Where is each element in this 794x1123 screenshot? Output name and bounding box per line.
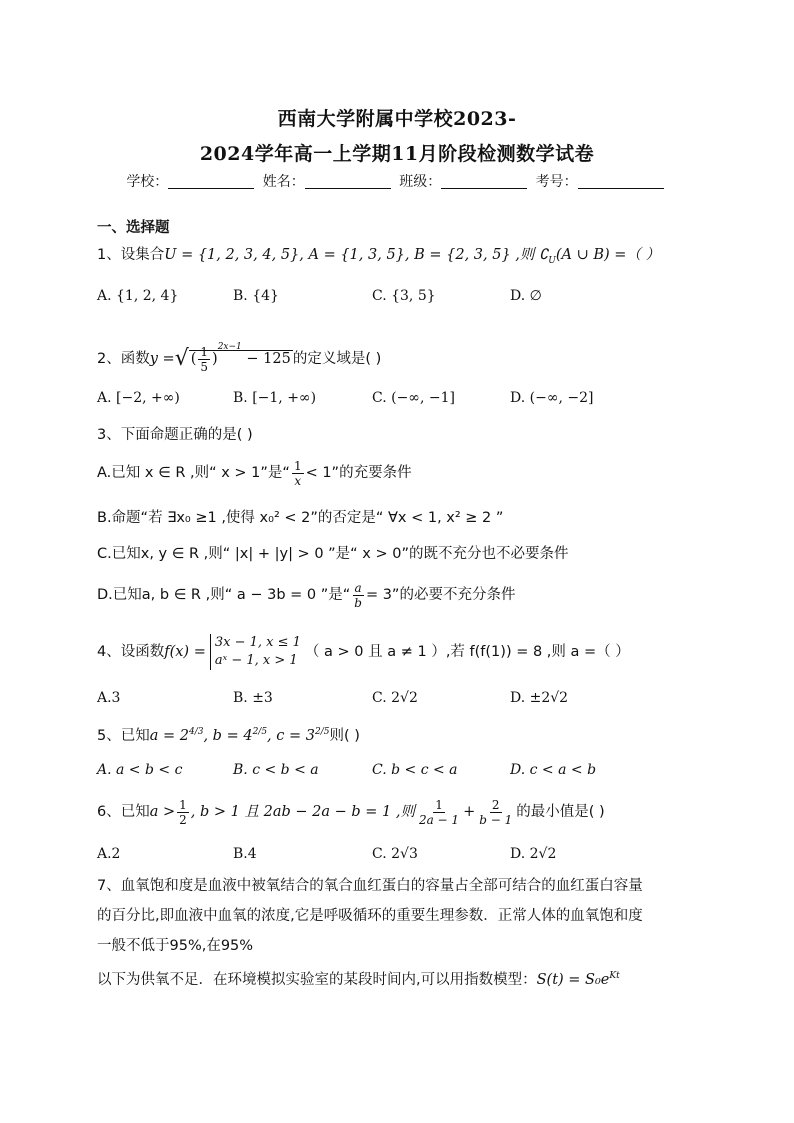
class-blank <box>441 174 527 189</box>
q6-num-3: 2 <box>491 797 500 812</box>
q3-option-c: C.已知x, y ∈ R ,则“ |x| + |y| > 0 ”是“ x > 0”的既不充分也不必要条件 <box>97 546 569 562</box>
q4-function: f(x) = <box>164 644 206 660</box>
q6-mid: , b > 1 且 2ab − 2a − b = 1 ,则 <box>190 804 415 820</box>
q2-option-b: B. [−1, +∞) <box>233 390 317 406</box>
question-7 <box>97 871 697 995</box>
q6-option-a: A.2 <box>97 846 121 862</box>
q6-den-1: 2 <box>179 812 187 827</box>
q4-option-b: B. ±3 <box>233 690 273 706</box>
q5-option-a: A. a < b < c <box>97 762 183 778</box>
exam-title-line-2: 2024学年高一上学期11月阶段检测数学试卷 <box>199 143 595 165</box>
q7-line-4 <box>97 961 697 995</box>
student-info-row <box>0 171 794 191</box>
q3-option-d <box>97 578 515 612</box>
q4-case-1: 3x − 1, x ≤ 1 <box>214 635 301 650</box>
school-blank <box>168 174 254 189</box>
question-1 <box>97 243 660 266</box>
q7-line-4-text: 以下为供氧不足．在环境模拟实验室的某段时间内,可以用指数模型： <box>97 971 537 988</box>
exam-number-blank <box>578 174 664 189</box>
q4-condition: （ a > 0 且 a ≠ 1 ）,若 f(f(1)) = 8 ,则 a =（ ） <box>304 644 630 660</box>
q1-tail: (A ∪ B) =（ ） <box>555 247 661 263</box>
q3-d-num: a <box>354 580 362 595</box>
q6-a-gt: a > <box>149 804 176 820</box>
q5-option-b: B. c < b < a <box>233 762 319 778</box>
q4-option-a: A.3 <box>97 690 121 706</box>
sqrt-sign: √ <box>174 346 189 371</box>
q2-y: y = <box>149 351 175 367</box>
q6-den-2: 2a − 1 <box>418 812 460 827</box>
q2-tail: 的定义域是( ) <box>292 351 382 367</box>
q6-tail: 的最小值是( ) <box>516 804 605 820</box>
q2-frac-num: 1 <box>200 344 209 359</box>
q6-option-c: C. 2√3 <box>372 846 418 862</box>
q7-formula-exp: Kt <box>609 971 620 981</box>
name-blank <box>305 174 391 189</box>
q6-option-d: D. 2√2 <box>510 846 557 862</box>
q1-sub: U <box>548 255 556 266</box>
q3-a-den: x <box>294 473 302 488</box>
question-4 <box>97 630 630 674</box>
q1-option-d: D. ∅ <box>510 288 542 304</box>
q4-case-2: aˣ − 1, x > 1 <box>214 653 298 668</box>
q3-d-den: b <box>354 595 362 610</box>
q4-option-c: C. 2√2 <box>372 690 418 706</box>
question-2 <box>97 324 381 382</box>
q2-prefix: 2、函数 <box>97 351 150 367</box>
q6-num-2: 1 <box>435 797 443 812</box>
q1-option-c: C. {3, 5} <box>372 288 436 304</box>
class-label: 班级： <box>399 174 442 190</box>
q5-option-d: D. c < a < b <box>510 762 597 778</box>
question-5 <box>97 724 360 745</box>
q2-radicand: ( $\frac{1}{5}$ )$^{2x-1}$ − 125 <box>190 342 291 374</box>
q6-num-1: 1 <box>179 797 187 812</box>
q1-option-a: A. {1, 2, 4} <box>97 288 179 304</box>
q3-option-b: B.命题“若 ∃x₀ ≥1 ,使得 x₀² < 2”的否定是“ ∀x < 1, x² ≥ 2 ” <box>97 510 504 526</box>
q4-option-d: D. ±2√2 <box>510 690 569 706</box>
q2-minus-125: − 125 <box>246 351 291 367</box>
q7-line-3: 一般不低于95%,在95% <box>97 938 254 954</box>
q6-den-3: b − 1 <box>479 812 513 827</box>
q3-d-post: = 3”的必要不充分条件 <box>365 587 516 603</box>
q6-prefix: 6、已知 <box>97 804 150 820</box>
q7-line-2: 的百分比,即血液中血氧的浓度,它是呼吸循环的重要生理参数．正常人体的血氧饱和度 <box>97 908 643 924</box>
question-3-stem: 3、下面命题正确的是( ) <box>97 427 253 443</box>
q3-option-a <box>97 456 412 490</box>
q4-piecewise <box>210 634 301 670</box>
q5-tail: 则( ) <box>329 728 360 744</box>
name-label: 姓名： <box>262 174 305 190</box>
exam-title-line-1: 西南大学附属中学校2023- <box>277 108 517 130</box>
q3-a-pre: A.已知 x ∈ R ,则“ x > 1”是“ <box>97 465 290 481</box>
section-heading: 一、选择题 <box>97 220 170 236</box>
q5-body: $a = 2^{4/3}$, $b = 4^{2/5}$, $c = 3^{2/5}$ <box>149 727 330 744</box>
q2-frac-den: 5 <box>200 359 209 374</box>
q3-d-pre: D.已知a, b ∈ R ,则“ a − 3b = 0 ”是“ <box>97 587 351 603</box>
q2-option-d: D. (−∞, −2] <box>510 390 594 406</box>
q6-option-b: B.4 <box>233 846 257 862</box>
q1-option-b: B. {4} <box>233 288 279 304</box>
q5-option-c: C. b < c < a <box>372 762 458 778</box>
q3-a-num: 1 <box>293 458 302 473</box>
q2-exponent: 2x−1 <box>217 342 242 352</box>
question-6 <box>97 794 605 830</box>
q6-plus: + <box>463 804 476 820</box>
school-label: 学校： <box>126 174 169 190</box>
q7-formula: S(t) = S₀e <box>536 971 610 988</box>
q7-line-1: 7、血氧饱和度是血液中被氧结合的氧合血红蛋白的容量占全部可结合的血红蛋白容量 <box>97 878 643 894</box>
q1-prefix: 1、设集合 <box>97 247 165 263</box>
q5-prefix: 5、已知 <box>97 728 150 744</box>
exam-number-label: 考号： <box>535 174 578 190</box>
q1-body: U = {1, 2, 3, 4, 5}, A = {1, 3, 5}, B = {2, 3, 5} ,则 ∁ <box>164 247 549 263</box>
q4-prefix: 4、设函数 <box>97 644 165 660</box>
q2-option-a: A. [−2, +∞) <box>97 390 180 406</box>
q3-a-post: < 1”的充要条件 <box>305 465 412 481</box>
q2-option-c: C. (−∞, −1] <box>372 390 455 406</box>
